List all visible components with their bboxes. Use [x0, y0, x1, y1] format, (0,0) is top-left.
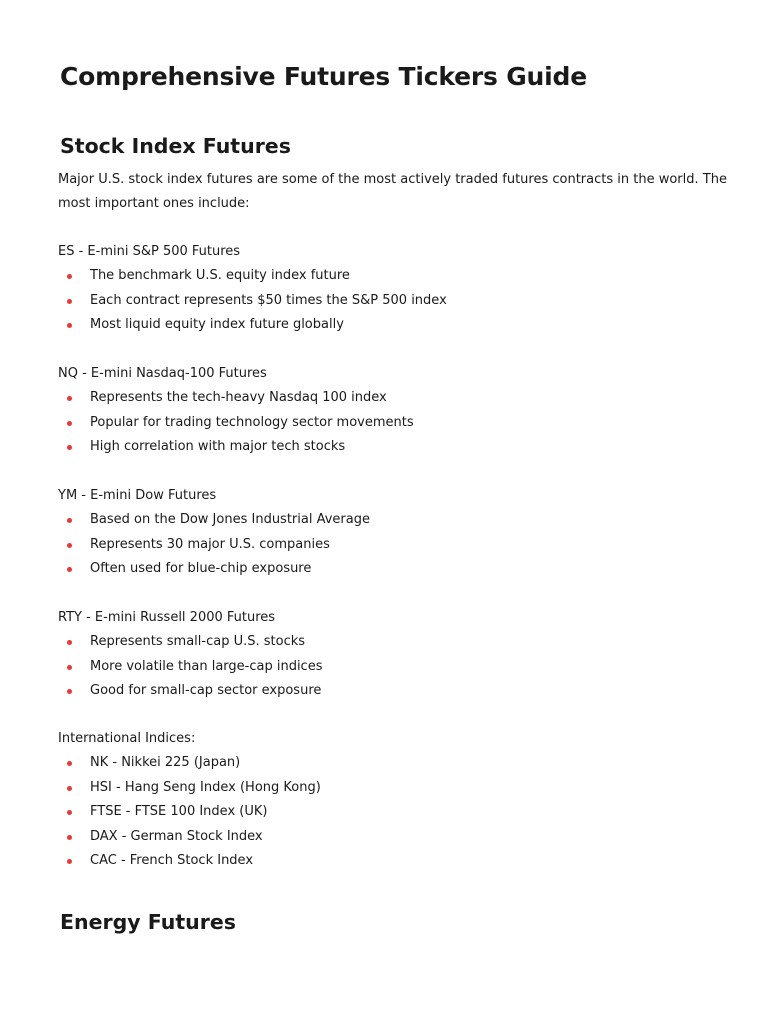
ticker-group-rty [58, 606, 730, 704]
ticker-group-international [58, 727, 730, 873]
list-item: More volatile than large-cap indices [58, 655, 730, 679]
bullet-dot-icon [67, 518, 72, 523]
bullet-list [58, 508, 730, 581]
ticker-group-es [58, 240, 730, 338]
bullet-dot-icon [67, 786, 72, 791]
list-item: Often used for blue-chip exposure [58, 557, 730, 581]
bullet-dot-icon [67, 810, 72, 815]
bullet-dot-icon [67, 835, 72, 840]
list-item: CAC - French Stock Index [58, 849, 730, 873]
section-heading-stock-index-futures: Stock Index Futures [60, 134, 291, 158]
ticker-group-title: International Indices: [58, 731, 196, 746]
bullet-list [58, 386, 730, 459]
bullet-dot-icon [67, 665, 72, 670]
bullet-dot-icon [67, 421, 72, 426]
bullet-list [58, 630, 730, 703]
list-item: Based on the Dow Jones Industrial Average [58, 508, 730, 532]
ticker-group-title: YM - E-mini Dow Futures [58, 488, 217, 503]
bullet-dot-icon [67, 567, 72, 572]
bullet-list [58, 264, 730, 337]
list-item: HSI - Hang Seng Index (Hong Kong) [58, 776, 730, 800]
list-item: Most liquid equity index future globally [58, 313, 730, 337]
ticker-group-title: ES - E-mini S&P 500 Futures [58, 244, 241, 259]
list-item: Represents small-cap U.S. stocks [58, 630, 730, 654]
bullet-dot-icon [67, 543, 72, 548]
ticker-group-ym [58, 484, 730, 582]
list-item: Represents the tech-heavy Nasdaq 100 index [58, 386, 730, 410]
bullet-dot-icon [67, 274, 72, 279]
list-item: High correlation with major tech stocks [58, 435, 730, 459]
list-item: NK - Nikkei 225 (Japan) [58, 751, 730, 775]
bullet-dot-icon [67, 323, 72, 328]
bullet-dot-icon [67, 859, 72, 864]
list-item: Each contract represents $50 times the S&P 500 index [58, 289, 730, 313]
bullet-list [58, 751, 730, 873]
bullet-dot-icon [67, 761, 72, 766]
ticker-group-title: RTY - E-mini Russell 2000 Futures [58, 610, 276, 625]
list-item: FTSE - FTSE 100 Index (UK) [58, 800, 730, 824]
list-item: Represents 30 major U.S. companies [58, 533, 730, 557]
bullet-dot-icon [67, 689, 72, 694]
list-item: DAX - German Stock Index [58, 825, 730, 849]
ticker-group-title: NQ - E-mini Nasdaq-100 Futures [58, 366, 267, 381]
section-heading-energy-futures: Energy Futures [60, 910, 236, 934]
bullet-dot-icon [67, 299, 72, 304]
list-item: Good for small-cap sector exposure [58, 679, 730, 703]
ticker-group-nq [58, 362, 730, 460]
bullet-dot-icon [67, 640, 72, 645]
section-intro: Major U.S. stock index futures are some of the most actively traded futures contracts in the world. The most important ones include: [58, 172, 727, 211]
list-item: Popular for trading technology sector movements [58, 411, 730, 435]
bullet-dot-icon [67, 396, 72, 401]
document-title: Comprehensive Futures Tickers Guide [60, 62, 587, 91]
list-item: The benchmark U.S. equity index future [58, 264, 730, 288]
bullet-dot-icon [67, 445, 72, 450]
